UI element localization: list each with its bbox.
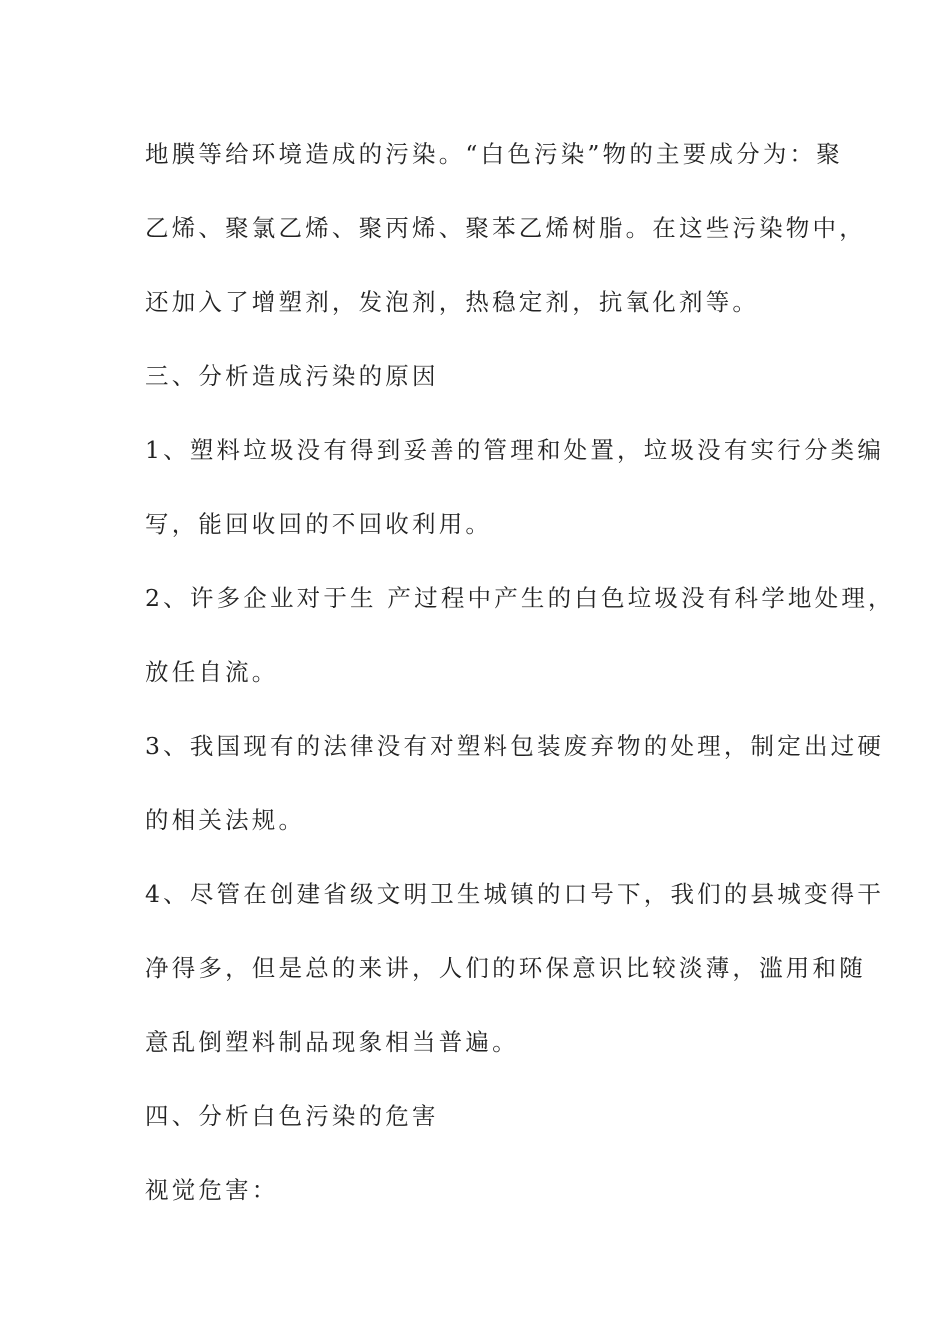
paragraph-line: 2、许多企业对于生 产过程中产生的白色垃圾没有科学地处理，	[145, 584, 895, 612]
paragraph-line: 写，能回收回的不回收利用。	[145, 510, 493, 538]
paragraph-line: 净得多，但是总的来讲，人们的环保意识比较淡薄，滥用和随	[145, 954, 866, 982]
paragraph-line: 4、尽管在创建省级文明卫生城镇的口号下，我们的县城变得干	[145, 880, 885, 908]
paragraph-line: 意乱倒塑料制品现象相当普遍。	[145, 1028, 519, 1056]
paragraph-line: 放任自流。	[145, 658, 279, 686]
paragraph-line: 还加入了增塑剂，发泡剂，热稳定剂，抗氧化剂等。	[145, 288, 760, 316]
section-heading: 三、分析造成污染的原因	[145, 362, 439, 390]
section-heading: 四、分析白色污染的危害	[145, 1102, 439, 1130]
paragraph-line: 视觉危害：	[145, 1176, 279, 1204]
paragraph-line: 乙烯、聚氯乙烯、聚丙烯、聚苯乙烯树脂。在这些污染物中，	[145, 214, 866, 242]
paragraph-line: 3、我国现有的法律没有对塑料包装废弃物的处理，制定出过硬	[145, 732, 885, 760]
paragraph-line: 1、塑料垃圾没有得到妥善的管理和处置，垃圾没有实行分类编	[145, 436, 885, 464]
paragraph-line: 的相关法规。	[145, 806, 306, 834]
paragraph-line: 地膜等给环境造成的污染。“白色污染”物的主要成分为：聚	[145, 140, 843, 168]
